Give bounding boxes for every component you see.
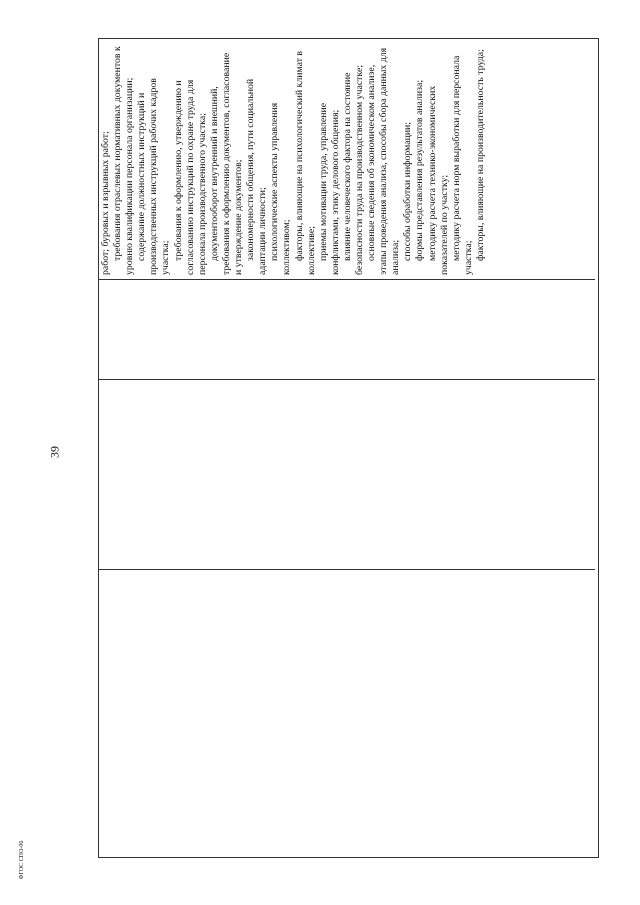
footer-code: ФГОС СПО-06 <box>19 840 25 880</box>
knowledge-text-cell <box>99 39 595 279</box>
table-row <box>99 39 595 857</box>
text-line: методику расчета норм выработки для персонала <box>450 55 462 261</box>
text-line: требования отраслевых нормативных документов к <box>112 46 124 261</box>
text-line: адаптации личности; <box>257 187 269 275</box>
text-line: методику расчета технико-экономических <box>426 85 438 261</box>
col-a-cell <box>99 569 595 857</box>
text-line: коллективом; <box>281 219 293 275</box>
text-line: требования к оформлению, утверждению и <box>172 80 184 261</box>
text-line: согласованию инструкций по охране труда для <box>184 79 196 275</box>
page-number: 39 <box>47 446 62 458</box>
text-line: содержание должностных инструкций и <box>136 92 148 261</box>
competency-table <box>98 38 599 858</box>
text-line: документооборот внутренний и внешний, <box>208 86 220 261</box>
table-container <box>98 38 599 858</box>
text-line: работ; буровых и взрывных работ; <box>100 131 111 275</box>
text-line: участка; <box>462 240 474 275</box>
text-line: уровню квалификации персонала организации; <box>124 77 136 275</box>
text-line: показателей по участку; <box>438 174 450 275</box>
text-line: этапы проведения анализа, способы сбора данных для <box>378 47 390 275</box>
text-line: закономерности общения, пути социальной <box>245 78 257 261</box>
text-line: психологические аспекты управления <box>269 102 281 261</box>
text-line: коллективе; <box>305 226 317 275</box>
text-line: основные сведения об экономическом анализе, <box>366 64 378 261</box>
text-line: приемы мотивации труда, управление <box>317 102 329 261</box>
text-line: требования к оформлению документов, согласование <box>220 52 232 275</box>
col-b-cell <box>99 379 595 569</box>
text-line: влияние человеческого фактора на состояние <box>341 72 353 261</box>
text-line: способы обработки информации; <box>402 121 414 261</box>
text-line: анализа; <box>390 239 402 275</box>
text-line: безопасности труда на производственном участке; <box>353 64 365 275</box>
col-c-cell <box>99 279 595 379</box>
text-line: участка; <box>160 240 172 275</box>
text-line: факторы, влияющие на производительность труда; <box>474 49 486 261</box>
text-line: факторы, влияющие на психологический климат в <box>293 50 305 261</box>
text-line: конфликтами, этику делового общения; <box>329 109 341 275</box>
text-line: производственных инструкций рабочих кадров <box>148 78 160 275</box>
text-line: персонала производственного участка; <box>196 113 208 275</box>
text-line: формы представления результатов анализа; <box>414 79 426 261</box>
text-line: и утверждение документов; <box>233 159 245 275</box>
